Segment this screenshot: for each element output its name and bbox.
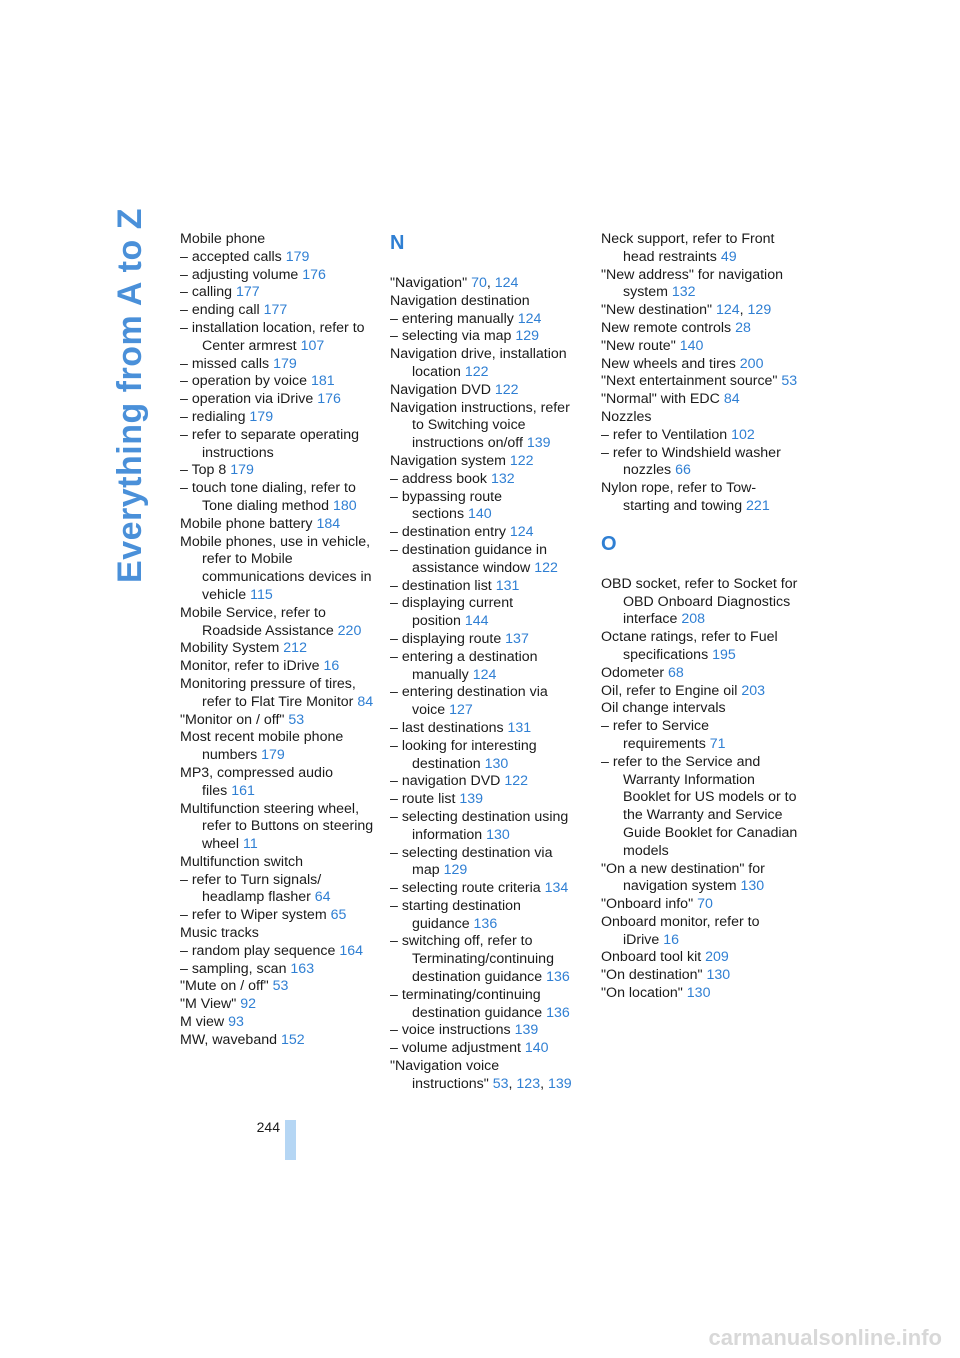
page-reference-link[interactable]: 124 [472,666,497,683]
page-reference-link[interactable]: 122 [534,559,558,576]
index-entry-text: – calling [180,284,233,301]
index-entry-text: – accepted calls [180,248,282,265]
index-entry [180,640,380,658]
index-entry [180,712,380,730]
index-entry-text: New wheels and tires [601,355,736,372]
index-entry-text: "New address" for navigation system [601,266,783,301]
index-entry [390,1022,580,1040]
page-reference-link[interactable]: 131 [495,577,520,594]
index-entry: "Navigation voice instructions" 53, 123, 139 [390,1058,572,1092]
page-reference-link[interactable]: 93 [228,1014,244,1031]
index-entry [390,1040,580,1058]
page-reference-link[interactable]: 212 [283,640,307,657]
page-reference-link[interactable]: 144 [464,613,489,630]
index-entry-text: – refer to Ventilation [601,426,728,443]
index-entry [180,872,380,908]
index-entry-text: – sampling, scan [180,960,287,977]
page-reference-link[interactable]: 200 [739,355,764,372]
index-entry [390,898,580,934]
index-entry-text: – destination list [390,577,492,594]
index-entry [180,409,380,427]
index-entry-text: – last destinations [390,719,504,736]
page-reference-link[interactable]: 127 [449,702,473,719]
index-entry [180,996,380,1014]
index-entry [390,684,580,720]
page-reference-link[interactable]: 84 [723,391,740,408]
index-entry [390,595,580,631]
page-reference-link[interactable]: 184 [316,515,341,532]
page-reference-link[interactable]: 122 [504,773,529,790]
index-entry-text: – installation location, refer to Center armrest [180,319,365,354]
index-entry [180,729,380,765]
index-entry-text: OBD socket, refer to Socket for OBD Onboard Diagnostics interface [601,575,798,628]
page-reference-link[interactable]: 179 [285,248,310,265]
index-entry [601,338,801,356]
index-entry-text: – starting destination guidance [390,897,521,932]
page-reference-link[interactable]: 123 [516,1075,541,1092]
index-entry-text: New remote controls [601,319,732,336]
page-reference-link[interactable]: 16 [323,658,340,675]
index-entry [180,462,380,480]
index-entry [180,605,380,641]
index-entry-text: – refer to separate operating instructions [180,426,360,461]
page-reference-link[interactable]: 53 [272,978,289,995]
index-entry [601,480,801,516]
page-reference-link[interactable]: 129 [443,862,468,879]
index-entry-text: "Navigation" [390,275,468,291]
index-entry-text: "M View" [180,996,237,1013]
index-entry [390,453,580,471]
page-reference-link[interactable]: 140 [468,506,492,523]
page-reference-link[interactable]: 140 [679,337,704,354]
index-entry-text: – ending call [180,302,260,319]
index-entry-text: – address book [390,470,488,487]
page-reference-link[interactable]: 124 [715,302,740,319]
index-entry-text: – navigation DVD [390,773,501,790]
page-reference-link[interactable]: 164 [339,942,364,959]
page-reference-link[interactable]: 131 [507,719,532,736]
index-entry [390,524,580,542]
page-reference-link[interactable]: 130 [706,967,731,984]
page-reference-link[interactable]: 53 [492,1075,509,1092]
index-entry-text: – looking for interesting destination [390,737,537,772]
page-reference-link[interactable]: 130 [740,878,765,895]
index-entry [180,676,380,712]
index-entry-text: – refer to Service requirements [601,718,710,752]
index-entry: "New destination" 124, 129 [601,302,772,319]
index-entry [180,801,380,854]
index-entry-text: – entering a destination manually [390,648,538,683]
index-entry [390,880,580,898]
index-entry-text: – route list [390,791,456,808]
page-reference-link[interactable]: 132 [671,284,696,301]
index-entry-text: "Onboard info" [601,896,694,913]
index-entry [390,933,580,986]
index-entry [180,765,380,801]
page-reference-link[interactable]: 130 [686,985,711,1002]
index-entry-text: Navigation destination [390,292,530,309]
index-entry-text: Multifunction steering wheel, refer to Buttons on steering wheel [180,800,374,853]
index-entry [601,231,801,267]
page-reference-link[interactable]: 66 [675,462,691,479]
index-entry [601,683,801,701]
page-reference-link[interactable]: 122 [509,452,534,469]
index-entry [601,576,801,629]
page-reference-link[interactable]: 137 [505,630,529,647]
index-entry-text: Mobile phone [180,231,266,247]
index-entry-text: "On destination" [601,967,703,984]
index-entry-text: – volume adjustment [390,1040,521,1057]
index-entry [601,267,801,303]
index-entry-text: "Next entertainment source" [601,373,778,390]
index-entry-text: Mobile Service, refer to Roadside Assistance [180,604,334,639]
index-entry-text: – missed calls [180,355,270,372]
index-entry-text: – selecting route criteria [390,880,541,897]
index-entry [601,914,801,950]
index-entry [390,542,580,578]
index-entry-text: – terminating/continuing destination guidance [390,986,543,1021]
page-reference-link[interactable]: 68 [668,664,684,681]
index-entry [390,649,580,685]
page-reference-link[interactable]: 16 [663,931,679,948]
index-entry [601,373,801,391]
page-reference-link[interactable]: 161 [231,782,255,799]
index-entry [601,896,801,914]
index-entry [180,854,380,872]
index-entry-text: "New route" [601,337,676,354]
index-entry-text: "Navigation voice instructions" [390,1058,500,1092]
page-reference-link[interactable]: 179 [273,355,297,372]
index-entry [390,631,580,649]
index-entry-text: – refer to Wiper system [180,907,327,924]
page-number: 244 [256,1119,280,1135]
section-letter: N [390,232,405,254]
index-entry-text: Oil, refer to Engine oil [601,682,738,699]
index-entry-text: MW, waveband [180,1031,277,1048]
index-entry-text: M view [180,1014,225,1031]
index-entry-text: Oil change intervals [601,700,726,717]
page-reference-link[interactable]: 65 [330,907,347,924]
section-spacer [601,516,801,532]
index-entry [180,302,380,320]
index-entry-text: – touch tone dialing, refer to Tone dialing method [180,480,356,514]
index-entry [390,809,580,845]
page-reference-link[interactable]: 221 [746,497,770,514]
page-reference-link[interactable]: 177 [263,302,288,319]
index-entry [390,578,580,596]
page-reference-link[interactable]: 177 [236,284,260,301]
index-entry [180,320,380,356]
index-entry-text: Mobile phones, use in vehicle, refer to Mobile communications devices in vehicle [180,533,372,603]
index-entry-text: "Normal" with EDC [601,391,720,408]
page-reference-link[interactable]: 107 [300,337,325,354]
index-entry [390,328,580,346]
index-entry [601,754,801,861]
index-entry-text: Nylon rope, refer to Tow-starting and towing [601,480,757,514]
page-reference-link[interactable]: 115 [250,586,273,603]
index-entry [601,629,801,665]
page-reference-link[interactable]: 139 [526,435,551,452]
index-entry-text: – random play sequence [180,942,336,959]
page-reference-link[interactable]: 130 [486,826,510,843]
page-reference-link[interactable]: 53 [288,711,305,728]
index-entry-text: Navigation instructions, refer to Switching voice instructions on/off [390,399,570,452]
index-entry-text: – Top 8 [180,462,227,479]
index-entry [390,720,580,738]
index-entry-text: – entering destination via voice [390,684,548,719]
index-entry-text: – operation by voice [180,373,307,390]
page-reference-link[interactable]: 180 [332,497,357,514]
page-reference-link[interactable]: 92 [240,996,257,1013]
page-reference-link[interactable]: 163 [290,960,315,977]
index-entry-text: – displaying route [390,630,502,647]
index-entry [180,978,380,996]
page-reference-link[interactable]: 122 [494,381,519,398]
page-reference-link[interactable]: 140 [524,1040,549,1057]
index-entry-text: Music tracks [180,925,259,942]
page-reference-link[interactable]: 179 [249,408,274,425]
page-reference-link[interactable]: 139 [547,1075,572,1092]
page-reference-link[interactable]: 179 [230,462,254,479]
index-entry [180,231,380,249]
index-entry [601,409,801,427]
page-reference-link[interactable]: 152 [280,1031,305,1048]
index-entry-text: Nozzles [601,408,652,425]
page-reference-link[interactable]: 124 [517,310,542,327]
index-entry-text: – entering manually [390,310,514,327]
index-entry-text: – selecting destination using information [390,808,569,843]
index-entry-text: – adjusting volume [180,266,299,283]
index-entry-text: Multifunction switch [180,853,304,870]
index-entry [180,925,380,943]
index-entry-text: "New destination" [601,302,713,319]
page-reference-link[interactable]: 179 [261,747,285,764]
page-reference-link[interactable]: 176 [317,391,341,408]
index-entry [601,427,801,445]
index-entry-text: Navigation drive, installation location [390,346,567,380]
index-entry-text: Onboard tool kit [601,949,702,966]
page-reference-link[interactable]: 11 [243,836,258,853]
index-entry-text: – redialing [180,408,246,425]
page-reference-link[interactable]: 195 [712,646,736,663]
index-entry-text: – bypassing route sections [390,488,502,523]
page-reference-link[interactable]: 71 [709,735,726,752]
index-entry-text: – switching off, refer to Terminating/continuing destination guidance [390,933,554,986]
index-entry [180,249,380,267]
page-reference-link[interactable]: 136 [546,1004,570,1021]
index-entry-text: Monitor, refer to iDrive [180,658,320,675]
index-entry: "Navigation" 70, 124 [390,275,519,291]
index-entry [180,391,380,409]
index-entry-text: "Monitor on / off" [180,711,285,728]
index-entry [601,861,801,897]
index-entry [180,943,380,961]
page-reference-link[interactable]: 176 [302,266,326,283]
index-entry-text: Navigation system [390,452,506,469]
index-entry [180,658,380,676]
index-column-2 [390,231,580,1094]
page-reference-link[interactable]: 28 [735,319,751,336]
index-entry [601,967,801,985]
page-reference-link[interactable]: 122 [464,363,489,380]
index-entry [601,700,801,718]
page-reference-link[interactable]: 130 [484,755,509,772]
page-reference-link[interactable]: 84 [357,693,374,710]
index-entry [601,665,801,683]
page-reference-link[interactable]: 124 [509,524,534,541]
index-entry [180,516,380,534]
index-entry [601,949,801,967]
index-entry [180,267,380,285]
index-entry [390,293,580,311]
page-reference-link[interactable]: 203 [741,682,766,699]
page-reference-link[interactable]: 209 [705,949,729,966]
index-entry-text: – selecting via map [390,328,512,345]
page-reference-link[interactable]: 134 [544,880,569,897]
page-reference-link[interactable]: 136 [546,969,570,986]
index-entry-text: Navigation DVD [390,381,491,398]
page-reference-link[interactable]: 208 [681,611,706,628]
page-number-bar [285,1120,296,1160]
index-entry-text: Odometer [601,664,665,681]
index-entry-text: – refer to Windshield washer nozzles [601,444,781,479]
index-entry [180,907,380,925]
index-entry-text: Onboard monitor, refer to iDrive [601,913,760,948]
index-entry [180,373,380,391]
index-entry-text: Octane ratings, refer to Fuel specifications [601,629,778,663]
index-column-3 [601,231,801,1003]
index-entry-text: – selecting destination via map [390,844,553,879]
index-entry-text: – voice instructions [390,1022,511,1039]
index-entry-text: – displaying current position [390,595,514,630]
index-entry [390,845,580,881]
index-entry-text: – refer to the Service and Warranty Information Booklet for US models or to the Warranty and Service Guide Booklet for Canadian models [601,753,798,859]
index-entry [180,427,380,463]
index-entry-text: MP3, compressed audio files [180,764,333,799]
index-entry [390,791,580,809]
index-entry [390,346,580,382]
index-entry [601,356,801,374]
page-reference-link[interactable]: 129 [515,328,540,345]
page-reference-link[interactable]: 64 [314,889,331,906]
page-reference-link[interactable]: 53 [781,373,798,390]
page-reference-link[interactable]: 220 [337,622,362,639]
page-reference-link[interactable]: 102 [731,426,755,443]
index-entry [180,284,380,302]
index-entry-text: – destination guidance in assistance window [390,541,547,576]
page-reference-link[interactable]: 124 [494,275,519,291]
index-entry-text: Most recent mobile phone numbers [180,729,344,764]
index-entry-text: "Mute on / off" [180,978,269,995]
index-entry [180,356,380,374]
index-entry [180,534,380,605]
watermark: carmanualsonline.info [708,1325,942,1350]
section-letter: O [601,532,617,555]
page-reference-link[interactable]: 139 [514,1022,539,1039]
index-entry [180,1032,380,1050]
index-entry [390,471,580,489]
page-reference-link[interactable]: 181 [310,373,335,390]
page-reference-link[interactable]: 139 [459,791,484,808]
index-entry [390,382,580,400]
index-entry [390,489,580,525]
page-reference-link[interactable]: 136 [473,915,498,932]
index-entry [180,480,380,516]
index-entry [601,320,801,338]
page-reference-link[interactable]: 132 [490,470,515,487]
index-entry [390,311,580,329]
index-entry-text: – refer to Turn signals/ headlamp flasher [180,871,322,906]
index-entry-text: Monitoring pressure of tires, refer to Flat Tire Monitor [180,675,356,710]
index-entry [601,718,801,754]
index-entry-text: Mobile phone battery [180,515,313,532]
page-reference-link[interactable]: 49 [720,248,737,265]
index-entry [601,391,801,409]
page-reference-link[interactable]: 129 [747,302,772,319]
index-entry [180,1014,380,1032]
page-reference-link[interactable]: 70 [697,896,713,913]
index-entry [390,400,580,453]
index-entry-text: – operation via iDrive [180,391,314,408]
index-column-1 [180,231,380,1050]
index-entry-text: Neck support, refer to Front head restraints [601,231,775,265]
index-entry-text: Mobility System [180,640,280,657]
index-entry [601,445,801,481]
index-entry [390,773,580,791]
index-entry [601,985,801,1003]
index-entry [180,961,380,979]
index-entry-text: – destination entry [390,524,506,541]
index-entry [390,987,580,1023]
index-entry-text: "On location" [601,985,683,1002]
side-section-title [110,207,150,583]
index-entry-text: "On a new destination" for navigation system [601,860,765,895]
side-section-title-text: Everything from A to Z [110,207,149,583]
page-reference-link[interactable]: 70 [471,275,487,291]
index-entry [390,738,580,774]
